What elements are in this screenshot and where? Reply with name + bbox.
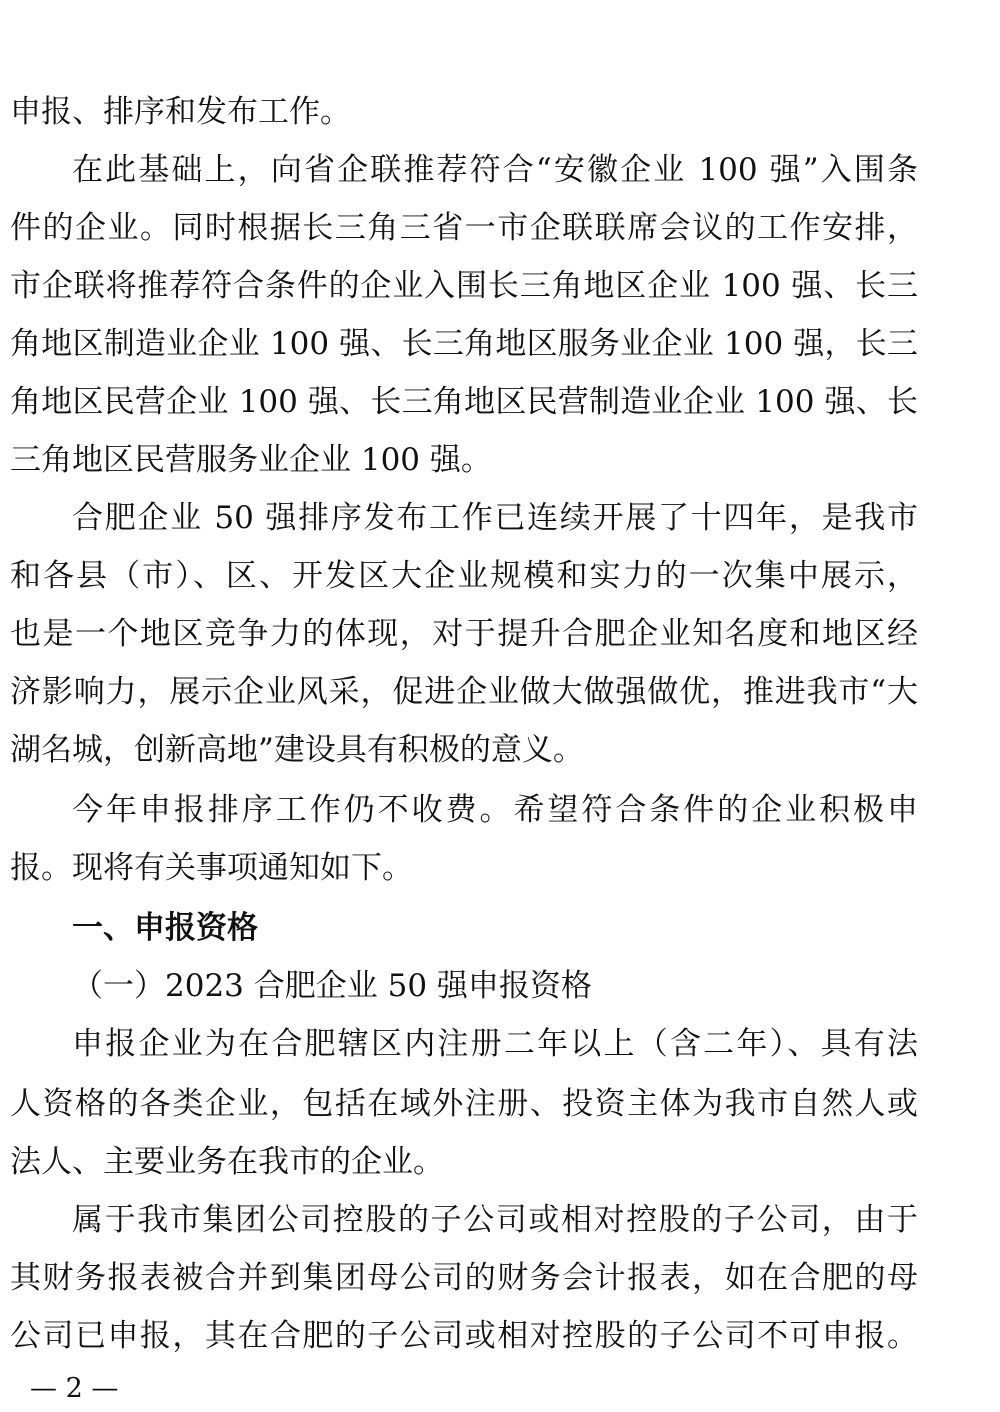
text-line: 角地区制造业企业 100 强、长三角地区服务业企业 100 强，长三 bbox=[10, 326, 918, 362]
text-line: 角地区民营企业 100 强、长三角地区民营制造业企业 100 强、长 bbox=[10, 384, 918, 420]
page-number: — 2 — bbox=[30, 1373, 119, 1404]
text-line: 三角地区民营服务业企业 100 强。 bbox=[10, 442, 492, 478]
section-heading: 一、申报资格 bbox=[72, 910, 258, 946]
text-line: 件的企业。同时根据长三角三省一市企联联席会议的工作安排， bbox=[10, 210, 918, 246]
text-line: 和各县（市）、区、开发区大企业规模和实力的一次集中展示， bbox=[10, 558, 918, 594]
text-line: 公司已申报，其在合肥的子公司或相对控股的子公司不可申报。 bbox=[10, 1318, 918, 1354]
subsection-heading: （一）2023 合肥企业 50 强申报资格 bbox=[72, 968, 592, 1004]
text-line: 法人、主要业务在我市的企业。 bbox=[10, 1144, 444, 1180]
text-line: 湖名城，创新高地”建设具有积极的意义。 bbox=[10, 732, 584, 768]
text-line: 人资格的各类企业，包括在域外注册、投资主体为我市自然人或 bbox=[10, 1086, 918, 1122]
paragraph-first-line: 今年申报排序工作仍不收费。希望符合条件的企业积极申 bbox=[72, 792, 918, 828]
text-line: 济影响力，展示企业风采，促进企业做大做强做优，推进我市“大 bbox=[10, 674, 918, 710]
text-line: 报。现将有关事项通知如下。 bbox=[10, 850, 413, 886]
text-line: 也是一个地区竞争力的体现，对于提升合肥企业知名度和地区经 bbox=[10, 616, 918, 652]
paragraph-first-line: 合肥企业 50 强排序发布工作已连续开展了十四年，是我市 bbox=[72, 500, 918, 536]
paragraph-first-line: 申报企业为在合肥辖区内注册二年以上（含二年）、具有法 bbox=[72, 1026, 918, 1062]
text-line: 其财务报表被合并到集团母公司的财务会计报表，如在合肥的母 bbox=[10, 1260, 918, 1296]
text-line: 市企联将推荐符合条件的企业入围长三角地区企业 100 强、长三 bbox=[10, 268, 918, 304]
text-line: 申报、排序和发布工作。 bbox=[10, 94, 351, 130]
paragraph-first-line: 属于我市集团公司控股的子公司或相对控股的子公司，由于 bbox=[72, 1202, 918, 1238]
paragraph-first-line: 在此基础上，向省企联推荐符合“安徽企业 100 强”入围条 bbox=[72, 152, 918, 188]
